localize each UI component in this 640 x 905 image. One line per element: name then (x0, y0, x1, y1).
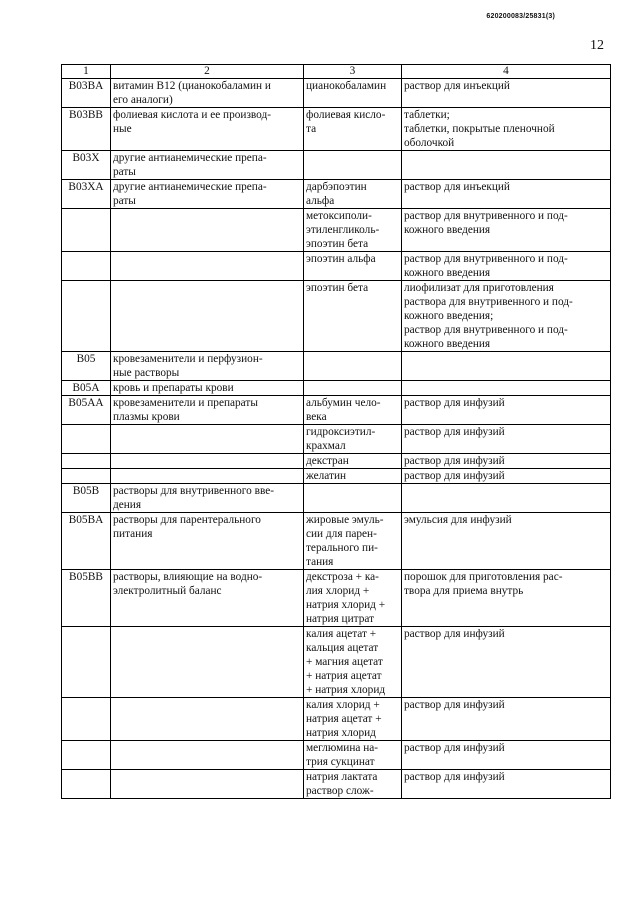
table-row (62, 151, 611, 180)
atc-code-cell (62, 770, 111, 799)
dosage-form-cell: раствор для инфузий (402, 627, 611, 698)
atc-code-cell: B05A (62, 381, 111, 396)
column-header: 3 (304, 65, 402, 79)
table-row (62, 698, 611, 741)
substance-cell (304, 352, 402, 381)
table-row (62, 627, 611, 698)
atc-code-cell (62, 425, 111, 454)
atc-code-cell: B03X (62, 151, 111, 180)
substance-cell (304, 151, 402, 180)
group-name-cell (111, 469, 304, 484)
table-row (62, 108, 611, 151)
dosage-form-cell: раствор для инфузий (402, 469, 611, 484)
dosage-form-cell: лиофилизат для приготовления раствора для внутривенного и под- кожного введения; раствор для внутривенного и под- кожного введения (402, 281, 611, 352)
group-name-cell: фолиевая кислота и ее производ- ные (111, 108, 304, 151)
column-header: 2 (111, 65, 304, 79)
substance-cell: фолиевая кисло- та (304, 108, 402, 151)
atc-code-cell: B03XA (62, 180, 111, 209)
table-row (62, 513, 611, 570)
dosage-form-cell: раствор для инфузий (402, 454, 611, 469)
column-header: 4 (402, 65, 611, 79)
dosage-form-cell: раствор для инфузий (402, 698, 611, 741)
substance-cell: декстроза + ка- лия хлорид + натрия хлорид + натрия цитрат (304, 570, 402, 627)
dosage-form-cell: раствор для инфузий (402, 425, 611, 454)
substance-cell: калия ацетат + кальция ацетат + магния ацетат + натрия ацетат + натрия хлорид (304, 627, 402, 698)
group-name-cell: растворы для внутривенного вве- дения (111, 484, 304, 513)
substance-cell: калия хлорид + натрия ацетат + натрия хлорид (304, 698, 402, 741)
atc-code-cell: B03BB (62, 108, 111, 151)
table-row (62, 425, 611, 454)
table-row (62, 484, 611, 513)
group-name-cell (111, 209, 304, 252)
page-number: 12 (590, 38, 604, 53)
group-name-cell (111, 252, 304, 281)
group-name-cell (111, 741, 304, 770)
group-name-cell: растворы для парентерального питания (111, 513, 304, 570)
substance-cell: эпоэтин бета (304, 281, 402, 352)
substance-cell: желатин (304, 469, 402, 484)
dosage-form-cell: раствор для инфузий (402, 741, 611, 770)
dosage-form-cell (402, 381, 611, 396)
substance-cell: жировые эмуль- сии для парен- терального пи- тания (304, 513, 402, 570)
atc-code-cell: B05B (62, 484, 111, 513)
substance-cell: меглюмина на- трия сукцинат (304, 741, 402, 770)
group-name-cell: другие антианемические препа- раты (111, 151, 304, 180)
dosage-form-cell: порошок для приготовления рас- твора для приема внутрь (402, 570, 611, 627)
medication-table (61, 64, 611, 799)
dosage-form-cell: раствор для внутривенного и под- кожного введения (402, 252, 611, 281)
table-row (62, 252, 611, 281)
atc-code-cell: B03BA (62, 79, 111, 108)
table-row (62, 209, 611, 252)
table-row (62, 352, 611, 381)
table-row (62, 741, 611, 770)
group-name-cell (111, 281, 304, 352)
table-row (62, 281, 611, 352)
substance-cell: цианокобаламин (304, 79, 402, 108)
group-name-cell: витамин B12 (цианокобаламин и его аналоги) (111, 79, 304, 108)
table-row (62, 570, 611, 627)
dosage-form-cell: таблетки; таблетки, покрытые пленочной оболочкой (402, 108, 611, 151)
substance-cell (304, 381, 402, 396)
substance-cell: натрия лактата раствор слож- (304, 770, 402, 799)
table-row (62, 396, 611, 425)
table-row (62, 381, 611, 396)
group-name-cell: кровь и препараты крови (111, 381, 304, 396)
substance-cell: декстран (304, 454, 402, 469)
atc-code-cell: B05BA (62, 513, 111, 570)
table-row (62, 454, 611, 469)
dosage-form-cell: раствор для инфузий (402, 770, 611, 799)
dosage-form-cell (402, 484, 611, 513)
table-row (62, 180, 611, 209)
atc-code-cell: B05BB (62, 570, 111, 627)
document-id: 620200083/25831(3) (486, 13, 555, 20)
table-body (62, 79, 611, 799)
substance-cell: гидроксиэтил- крахмал (304, 425, 402, 454)
group-name-cell (111, 425, 304, 454)
dosage-form-cell: эмульсия для инфузий (402, 513, 611, 570)
atc-code-cell: B05 (62, 352, 111, 381)
atc-code-cell (62, 698, 111, 741)
group-name-cell: другие антианемические препа- раты (111, 180, 304, 209)
group-name-cell (111, 698, 304, 741)
table-row (62, 79, 611, 108)
dosage-form-cell: раствор для инъекций (402, 79, 611, 108)
dosage-form-cell: раствор для внутривенного и под- кожного введения (402, 209, 611, 252)
atc-code-cell (62, 454, 111, 469)
substance-cell: эпоэтин альфа (304, 252, 402, 281)
table-header-row (62, 65, 611, 79)
substance-cell: дарбэпоэтин альфа (304, 180, 402, 209)
atc-code-cell: B05AA (62, 396, 111, 425)
dosage-form-cell: раствор для инъекций (402, 180, 611, 209)
atc-code-cell (62, 252, 111, 281)
substance-cell: метоксиполи- этиленгликоль- эпоэтин бета (304, 209, 402, 252)
atc-code-cell (62, 281, 111, 352)
group-name-cell (111, 627, 304, 698)
table-row (62, 469, 611, 484)
dosage-form-cell: раствор для инфузий (402, 396, 611, 425)
table-row (62, 770, 611, 799)
column-header: 1 (62, 65, 111, 79)
group-name-cell (111, 770, 304, 799)
dosage-form-cell (402, 151, 611, 180)
atc-code-cell (62, 627, 111, 698)
group-name-cell (111, 454, 304, 469)
group-name-cell: кровезаменители и перфузион- ные растворы (111, 352, 304, 381)
dosage-form-cell (402, 352, 611, 381)
atc-code-cell (62, 741, 111, 770)
atc-code-cell (62, 209, 111, 252)
substance-cell (304, 484, 402, 513)
atc-code-cell (62, 469, 111, 484)
group-name-cell: кровезаменители и препараты плазмы крови (111, 396, 304, 425)
group-name-cell: растворы, влияющие на водно- электролитный баланс (111, 570, 304, 627)
substance-cell: альбумин чело- века (304, 396, 402, 425)
